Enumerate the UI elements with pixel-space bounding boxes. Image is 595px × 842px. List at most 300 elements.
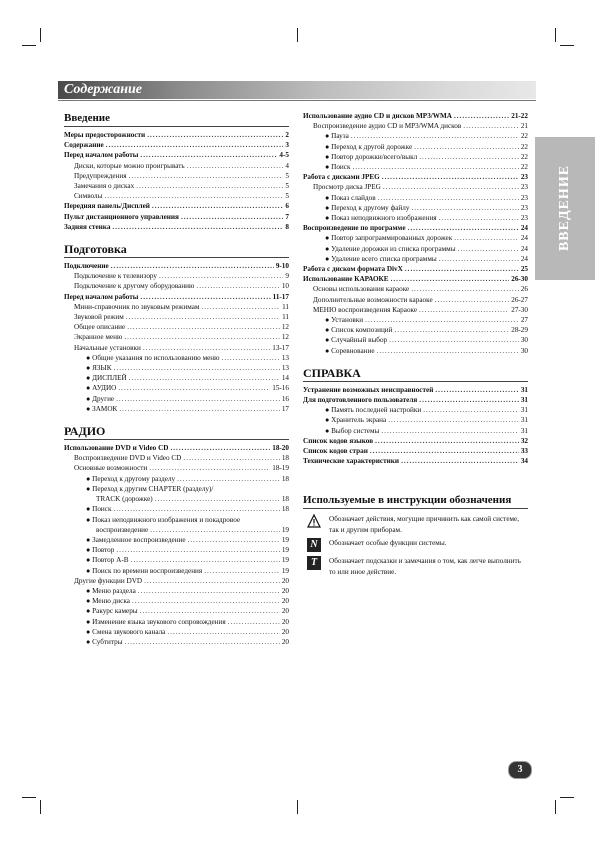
toc-entry	[64, 617, 289, 627]
toc-leader-dots	[201, 302, 280, 312]
toc-entry-label: Содержание	[64, 141, 104, 150]
toc-entry-label: ● Изменение языка звукового сопровождения	[86, 617, 226, 626]
toc-entry-page: 7	[285, 212, 289, 221]
toc-entry	[303, 264, 528, 274]
toc-entry-page: 9-10	[275, 262, 289, 271]
toc-entry-page: 18	[281, 495, 289, 504]
toc-entry	[64, 535, 289, 545]
toc-entry-page: 25	[520, 265, 528, 274]
toc-entry-label: ● Поиск	[86, 505, 112, 514]
toc-entry-page: 17	[281, 404, 289, 413]
toc-entry-label: ● Показ неподвижного изображения	[325, 214, 437, 223]
toc-entry-label: Дополнительные возможности караоке	[313, 295, 433, 304]
toc-entry-label: Список кодов языков	[303, 436, 374, 445]
note-text: Обозначает действия, могущие причинить как самой системе, так и другим приборам.	[329, 515, 520, 534]
crop-mark	[40, 800, 41, 814]
toc-entry-page: 20	[281, 617, 289, 626]
toc-entry	[64, 545, 289, 555]
toc-leader-dots	[116, 394, 280, 404]
toc-entry-page: 19	[281, 566, 289, 575]
toc-entry-label: Начальные установки	[74, 343, 141, 352]
toc-entry-page: 20	[281, 597, 289, 606]
toc-leader-dots	[377, 346, 519, 356]
toc-entry	[64, 150, 289, 160]
toc-entry-page: 18-19	[272, 464, 289, 473]
toc-entry	[303, 131, 528, 141]
toc-leader-dots	[188, 535, 280, 545]
toc-entry	[303, 305, 528, 315]
toc-entry	[64, 504, 289, 514]
toc-entry	[303, 223, 528, 233]
toc-entry-page: 32	[520, 436, 528, 445]
toc-leader-dots	[383, 182, 519, 192]
toc-entry	[64, 627, 289, 637]
toc-entry-page: 31	[520, 385, 528, 394]
toc-entry-page: 23	[520, 203, 528, 212]
toc-entry-page: 22	[520, 132, 528, 141]
toc-entry	[64, 443, 289, 453]
toc-leader-dots	[138, 586, 280, 596]
toc-leader-dots	[150, 525, 280, 535]
toc-entry-label: Воспроизведение по программе	[303, 224, 406, 233]
toc-leader-dots	[378, 193, 519, 203]
toc-entry-page: 20	[281, 607, 289, 616]
toc-leader-dots	[435, 295, 510, 305]
toc-entry-label: ● Показ неподвижного изображения и покадровое	[86, 515, 241, 524]
toc-entry	[64, 130, 289, 140]
toc-leader-dots	[112, 222, 283, 232]
toc-leader-dots	[411, 284, 519, 294]
toc-leader-dots	[124, 332, 279, 342]
toc-entry-page: 12	[281, 333, 289, 342]
toc-entry-page: 18-20	[272, 444, 289, 453]
toc-entry	[64, 191, 289, 201]
toc-entry-page: 30	[520, 346, 528, 355]
toc-entry-page: 5	[285, 171, 289, 180]
toc-entry-label: Перед началом работы	[64, 292, 139, 301]
side-tab-label: ВВЕДЕНИЕ	[557, 164, 572, 252]
section-title-reference: СПРАВКА	[303, 366, 528, 382]
toc-entry	[303, 182, 528, 192]
toc-entry-page: 21	[520, 122, 528, 131]
toc-entry	[303, 193, 528, 203]
toc-leader-dots	[167, 627, 279, 637]
toc-leader-dots	[439, 254, 519, 264]
toc-entry-page: 4	[285, 161, 289, 170]
toc-entry	[64, 525, 289, 535]
toc-entry-page: 19	[281, 535, 289, 544]
toc-leader-dots	[391, 274, 510, 284]
toc-entry	[303, 274, 528, 284]
toc-entry-page: 18	[281, 474, 289, 483]
toc-entry	[303, 405, 528, 415]
section-title-prep: Подготовка	[64, 242, 289, 258]
toc-entry-label: Звуковой режим	[74, 313, 124, 322]
toc-entry-label: ● Память последней настройки	[325, 406, 422, 415]
toc-entry	[64, 181, 289, 191]
toc-entry-label: ● Пауза	[325, 132, 349, 141]
toc-entry-label: ● АУДИО	[86, 384, 117, 393]
tip-icon: T	[307, 556, 321, 570]
toc-entry-label: TRACK (дорожке)	[96, 495, 153, 504]
toc-entry-label: Экранное меню	[74, 333, 123, 342]
toc-entry	[303, 325, 528, 335]
toc-entry-label: ● Повтор A-B	[86, 556, 129, 565]
toc-entry	[303, 395, 528, 405]
toc-leader-dots	[435, 385, 518, 395]
toc-leader-dots	[132, 596, 280, 606]
toc-entry	[303, 121, 528, 131]
toc-entry-page: 30	[520, 336, 528, 345]
toc-entry	[303, 152, 528, 162]
toc-entry-page: 27-30	[511, 305, 528, 314]
toc-entry	[303, 295, 528, 305]
toc-leader-dots	[170, 443, 270, 453]
crop-mark	[555, 28, 556, 42]
toc-leader-dots	[419, 305, 509, 315]
toc-entry-label: Подключение к телевизору	[74, 272, 158, 281]
toc-leader-dots	[395, 325, 510, 335]
toc-entry-page: 27	[520, 316, 528, 325]
toc-entry	[64, 222, 289, 232]
note-text: Обозначает подсказки и замечания о том, как легче выполнить то или иное действие.	[329, 557, 521, 576]
toc-leader-dots	[125, 637, 280, 647]
toc-leader-dots	[352, 162, 518, 172]
toc-leader-dots	[419, 395, 519, 405]
toc-entry-label: ● Установки	[325, 316, 364, 325]
toc-entry	[64, 302, 289, 312]
toc-leader-dots	[136, 181, 283, 191]
toc-leader-dots	[113, 504, 279, 514]
toc-entry-page: 24	[520, 244, 528, 253]
toc-entry-page: 13	[281, 364, 289, 373]
toc-entry	[64, 201, 289, 211]
toc-entry-page: 23	[520, 173, 528, 182]
toc-entry-page: 8	[285, 222, 289, 231]
toc-leader-dots	[149, 463, 270, 473]
toc-entry-page: 3	[285, 141, 289, 150]
toc-leader-dots	[140, 292, 270, 302]
toc-entry-label: Подключение	[64, 262, 109, 271]
toc-entry-page: 16	[281, 394, 289, 403]
toc-entry-page: 26-30	[511, 275, 528, 284]
toc-entry	[64, 161, 289, 171]
toc-entry-page: 13	[281, 353, 289, 362]
toc-entry-label: Мини-справочник по звуковым режимам	[74, 302, 200, 311]
toc-entry	[303, 456, 528, 466]
toc-entry-label: ● Поиск по времени воспроизведения	[86, 566, 203, 575]
toc-entry-label: ● Общие указания по использованию меню	[86, 353, 220, 362]
toc-entry	[64, 586, 289, 596]
toc-entry-page: 19	[281, 525, 289, 534]
toc-entry-page: 18	[281, 454, 289, 463]
toc-entry	[303, 244, 528, 254]
toc-entry-label: Передняя панель/Дисплей	[64, 202, 150, 211]
toc-entry	[64, 383, 289, 393]
toc-entry-page: 21-22	[511, 112, 528, 120]
toc-leader-dots	[389, 335, 519, 345]
toc-entry-page: 20	[281, 576, 289, 585]
toc-entry	[64, 637, 289, 647]
toc-leader-dots	[147, 130, 283, 140]
crop-mark	[560, 45, 574, 46]
toc-entry-label: Для подготовленного пользователя	[303, 396, 418, 405]
toc-entry-page: 6	[285, 202, 289, 211]
toc-entry-label: Технические характеристики	[303, 457, 400, 466]
toc-entry-page: 23	[520, 193, 528, 202]
toc-entry	[64, 566, 289, 576]
toc-entry	[303, 111, 528, 121]
toc-leader-dots	[405, 264, 519, 274]
toc-entry-page: 28-29	[511, 326, 528, 335]
toc-entry	[64, 292, 289, 302]
toc-leader-dots	[116, 545, 279, 555]
toc-entry-label: Общее описание	[74, 323, 126, 332]
toc-entry-label: Воспроизведение DVD и Video CD	[74, 454, 182, 463]
toc-leader-dots	[411, 203, 518, 213]
toc-entry-label: ● Переход к другому разделу	[86, 474, 176, 483]
toc-entry-label: Перед началом работы	[64, 151, 139, 160]
toc-entry-label: Устранение возможных неисправностей	[303, 385, 434, 394]
toc-leader-dots	[204, 566, 280, 576]
toc-entry-label: ● Повтор запрограммированных дорожек	[325, 234, 453, 243]
toc-leader-dots	[126, 312, 280, 322]
toc-leader-dots	[414, 142, 519, 152]
toc-entry-label: Другие функции DVD	[74, 576, 143, 585]
crop-mark	[555, 800, 556, 814]
toc-entry-label: ● Переход к другим CHAPTER (разделу)/	[86, 484, 214, 493]
toc-entry-page: 12	[281, 323, 289, 332]
toc-entry-label: воспроизведение	[96, 525, 149, 534]
toc-entry-label: Работа с дисками JPEG	[303, 173, 380, 182]
toc-leader-dots	[159, 271, 283, 281]
toc-entry-label: ● ЯЗЫК	[86, 364, 112, 373]
toc-entry-page: 31	[520, 406, 528, 415]
toc-entry-label: Просмотр диска JPEG	[313, 183, 381, 192]
toc-entry	[303, 385, 528, 395]
toc-entry-page: 33	[520, 447, 528, 456]
toc-entry	[64, 322, 289, 332]
toc-entry	[303, 415, 528, 425]
toc-leader-dots	[408, 223, 519, 233]
toc-leader-dots	[382, 172, 519, 182]
toc-entry-page: 5	[285, 182, 289, 191]
toc-entry	[64, 363, 289, 373]
toc-leader-dots	[131, 555, 280, 565]
toc-entry	[64, 555, 289, 565]
toc-entry-page: 31	[520, 426, 528, 435]
note-text: Обозначает особые функции системы.	[329, 539, 447, 547]
toc-leader-dots	[143, 343, 270, 353]
toc-entry	[64, 332, 289, 342]
toc-entry-label: Работа с диском формата DivX	[303, 265, 403, 274]
toc-entry-page: 23	[520, 183, 528, 192]
toc-list	[64, 261, 289, 414]
toc-leader-dots	[119, 404, 280, 414]
toc-entry-page: 22	[520, 142, 528, 151]
toc-entry-label: Использование КАРАОКЕ	[303, 275, 389, 284]
toc-entry	[303, 213, 528, 223]
toc-entry-label: ● Удаление всего списка программы	[325, 254, 437, 263]
toc-entry-page: 26-27	[511, 295, 528, 304]
toc-leader-dots	[454, 233, 519, 243]
toc-entry-label: ● Переход к другому файлу	[325, 203, 410, 212]
toc-entry-label: ● Замедленное воспроизведение	[86, 535, 186, 544]
toc-entry	[303, 142, 528, 152]
toc-leader-dots	[140, 606, 280, 616]
toc-leader-dots	[129, 171, 284, 181]
toc-entry-label: ● Другие	[86, 394, 115, 403]
toc-entry	[303, 233, 528, 243]
toc-leader-dots	[111, 261, 274, 271]
toc-entry	[303, 315, 528, 325]
toc-entry	[303, 162, 528, 172]
toc-entry	[303, 446, 528, 456]
toc-entry-label: ● ДИСПЛЕЙ	[86, 374, 127, 383]
toc-leader-dots	[155, 494, 280, 504]
toc-leader-dots	[106, 140, 284, 150]
crop-mark	[22, 45, 36, 46]
toc-entry-label: ● Удаление дорожки из списка программы	[325, 244, 456, 253]
toc-leader-dots	[228, 617, 280, 627]
crop-mark	[22, 797, 36, 798]
toc-entry-label: МЕНЮ воспроизведения Караоке	[313, 305, 418, 314]
toc-leader-dots	[144, 576, 280, 586]
toc-entry	[64, 171, 289, 181]
toc-entry-label: ● Ракурс камеры	[86, 607, 138, 616]
left-column	[64, 111, 289, 647]
toc-leader-dots	[177, 474, 280, 484]
special-function-icon: N	[307, 538, 321, 552]
toc-entry	[64, 453, 289, 463]
toc-entry-page: 10	[281, 282, 289, 291]
toc-entry-page: 14	[281, 374, 289, 383]
toc-entry-page: 2	[285, 131, 289, 139]
toc-leader-dots	[388, 415, 519, 425]
toc-entry	[64, 463, 289, 473]
toc-entry-page: 20	[281, 627, 289, 636]
toc-leader-dots	[439, 213, 519, 223]
toc-entry-label: Замечания о дисках	[74, 182, 135, 191]
crop-mark	[297, 28, 298, 42]
toc-entry-label: Использование аудио CD и дисков MP3/WMA	[303, 112, 452, 120]
toc-list	[64, 130, 289, 232]
toc-entry-label: ● Повтор дорожки/всего/выкл	[325, 152, 418, 161]
toc-entry-label: Символы	[74, 192, 103, 201]
toc-entry	[303, 436, 528, 446]
page-number-badge: 3	[508, 761, 532, 779]
toc-list	[303, 111, 528, 356]
toc-entry-label: Подключение к другому оборудованию	[74, 282, 195, 291]
crop-mark	[560, 797, 574, 798]
toc-leader-dots	[104, 191, 283, 201]
toc-entry	[64, 312, 289, 322]
toc-leader-dots	[458, 244, 519, 254]
toc-leader-dots	[196, 281, 279, 291]
toc-entry-label: ● Хранитель экрана	[325, 416, 387, 425]
toc-entry-page: 18	[281, 505, 289, 514]
toc-entry	[64, 343, 289, 353]
toc-entry-page: 24	[520, 254, 528, 263]
toc-leader-dots	[181, 212, 283, 222]
toc-entry-page: 34	[520, 457, 528, 466]
toc-entry-label: ● Субтитры	[86, 637, 123, 646]
toc-entry-label: ● Список композиций	[325, 326, 393, 335]
toc-leader-dots	[183, 453, 279, 463]
page-title: Содержание	[64, 82, 142, 97]
toc-entry-page: 26	[520, 285, 528, 294]
toc-entry	[64, 484, 289, 494]
toc-entry-label: Основные возможности	[74, 464, 148, 473]
toc-entry-page: 20	[281, 586, 289, 595]
toc-entry-page: 15-16	[272, 384, 289, 393]
toc-entry-label: ● Смена звукового канала	[86, 627, 166, 636]
toc-entry-page: 4-5	[279, 151, 289, 160]
toc-entry-page: 9	[285, 272, 289, 281]
toc-entry-page: 22	[520, 163, 528, 172]
toc-entry	[303, 426, 528, 436]
toc-leader-dots	[129, 373, 280, 383]
toc-entry-page: 23	[520, 214, 528, 223]
toc-entry	[64, 261, 289, 271]
toc-leader-dots	[351, 131, 519, 141]
toc-entry-page: 5	[285, 192, 289, 201]
crop-mark	[297, 800, 298, 814]
toc-entry-label: Воспроизведение аудио CD и MP3/WMA дисков	[313, 122, 462, 131]
toc-entry-label: ● Повтор	[86, 546, 115, 555]
toc-leader-dots	[118, 383, 270, 393]
toc-entry-page: 11	[282, 302, 289, 311]
toc-entry-page: 24	[520, 224, 528, 233]
toc-leader-dots	[140, 150, 277, 160]
toc-leader-dots	[381, 426, 518, 436]
toc-leader-dots	[114, 363, 280, 373]
section-title-radio: РАДИО	[64, 424, 289, 440]
right-column	[303, 111, 528, 467]
toc-entry	[64, 394, 289, 404]
toc-entry-page: 24	[520, 234, 528, 243]
toc-entry-label: Меры предосторожности	[64, 131, 146, 139]
toc-entry-label: ● Переход к другой дорожке	[325, 142, 413, 151]
toc-entry	[303, 203, 528, 213]
toc-entry-label: Список кодов стран	[303, 447, 368, 456]
toc-list	[303, 385, 528, 467]
toc-leader-dots	[423, 405, 519, 415]
toc-entry-label: Пульт дистанционного управления	[64, 212, 179, 221]
toc-entry	[64, 140, 289, 150]
toc-entry-page: 11-17	[272, 292, 289, 301]
toc-leader-dots	[401, 456, 519, 466]
toc-entry-label: ● ЗАМОК	[86, 404, 118, 413]
toc-leader-dots	[375, 436, 519, 446]
toc-entry-label: ● Поиск	[325, 163, 351, 172]
toc-entry	[303, 284, 528, 294]
toc-leader-dots	[365, 315, 519, 325]
toc-entry-label: ● Меню раздела	[86, 586, 136, 595]
toc-entry-label: Использование DVD и Video CD	[64, 444, 169, 453]
toc-entry	[64, 596, 289, 606]
toc-entry	[303, 172, 528, 182]
toc-entry	[303, 346, 528, 356]
toc-leader-dots	[454, 111, 509, 121]
toc-entry	[303, 254, 528, 264]
toc-entry	[64, 576, 289, 586]
crop-mark	[40, 28, 41, 42]
toc-entry-page: 13-17	[272, 343, 289, 352]
toc-entry-page: 20	[281, 637, 289, 646]
toc-entry-label: Предупреждения	[74, 171, 127, 180]
toc-entry	[64, 353, 289, 363]
